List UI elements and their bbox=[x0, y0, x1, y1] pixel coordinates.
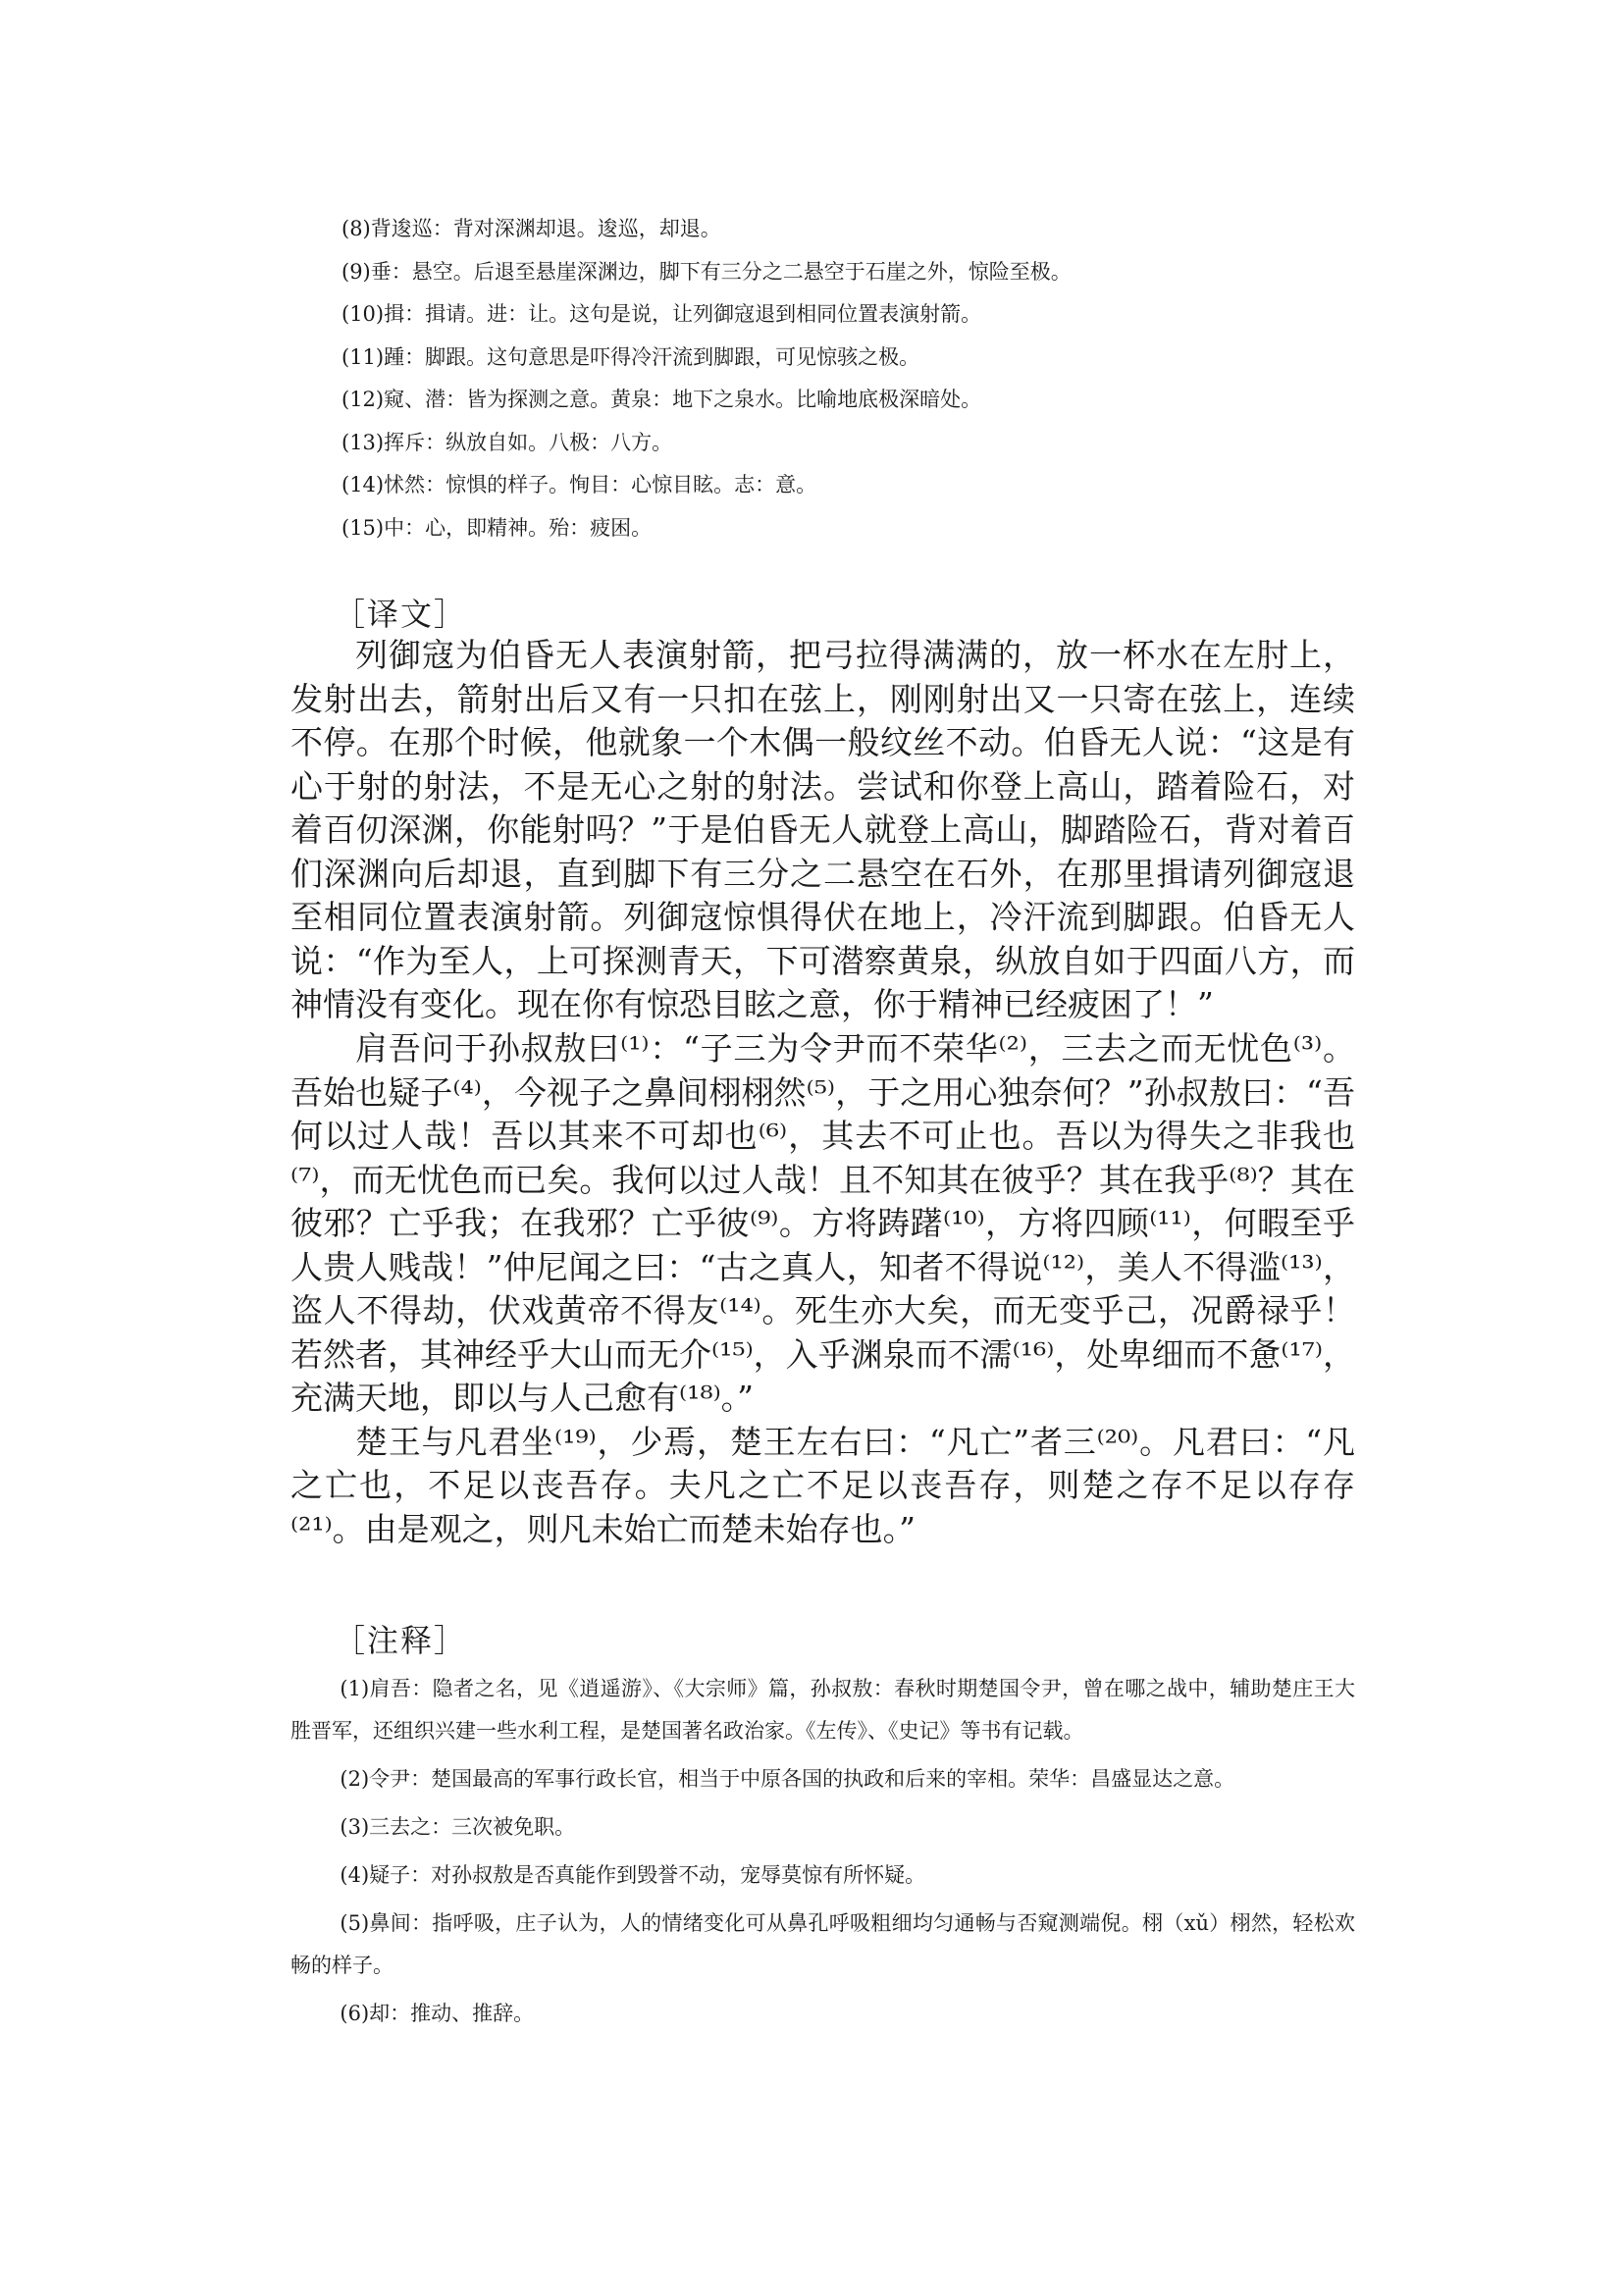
original-paragraph: 肩吾问于孙叔敖曰⁽¹⁾：“子三为令尹而不荣华⁽²⁾，三去之而无忧色⁽³⁾。吾始也疑子⁽⁴⁾，今视子之鼻间栩栩然⁽⁵⁾，于之用心独奈何？”孙叔敖曰：“吾何以过人哉！吾以其来不可却也⁽⁶⁾，其去不可止也。吾以为得失之非我也⁽⁷⁾，而无忧色而已矣。我何以过人哉！且不知其在彼乎？其在我乎⁽⁸⁾？其在彼邪？亡乎我；在我邪？亡乎彼⁽⁹⁾。方将踌躇⁽¹⁰⁾，方将四顾⁽¹¹⁾，何暇至乎人贵人贱哉！”仲尼闻之曰：“古之真人，知者不得说⁽¹²⁾，美人不得滥⁽¹³⁾，盗人不得劫，伏戏黄帝不得友⁽¹⁴⁾。死生亦大矣，而无变乎己，况爵禄乎！若然者，其神经乎大山而无介⁽¹⁵⁾，入乎渊泉而不濡⁽¹⁶⁾，处卑细而不惫⁽¹⁷⁾，充满天地，即以与人己愈有⁽¹⁸⁾。” bbox=[290, 1029, 1356, 1417]
note-item: (11)踵：脚跟。这句意思是吓得冷汗流到脚跟，可见惊骇之极。 bbox=[341, 344, 920, 369]
note-item: (6)却：推动、推辞。 bbox=[340, 2002, 535, 2025]
notes-heading: ［注释］ bbox=[334, 1622, 468, 1659]
note-item: (4)疑子：对孙叔敖是否真能作到毁誉不动，宠辱莫惊有所怀疑。 bbox=[340, 1863, 926, 1887]
note-item: (2)令尹：楚国最高的军事行政长官，相当于中原各国的执政和后来的宰相。荣华：昌盛显达之意。 bbox=[340, 1767, 1235, 1791]
translation-paragraph: 列御寇为伯昏无人表演射箭，把弓拉得满满的，放一杯水在左肘上，发射出去，箭射出后又有一只扣在弦上，刚刚射出又一只寄在弦上，连续不停。在那个时候，他就象一个木偶一般纹丝不动。伯昏无人说：“这是有心于射的射法，不是无心之射的射法。尝试和你登上高山，踏着险石，对着百仞深渊，你能射吗？”于是伯昏无人就登上高山，脚踏险石，背对着百们深渊向后却退，直到脚下有三分之二悬空在石外，在那里揖请列御寇退至相同位置表演射箭。列御寇惊惧得伏在地上，冷汗流到脚跟。伯昏无人说：“作为至人，上可探测青天，下可潜察黄泉，纵放自如于四面八方，而神情没有变化。现在你有惊恐目眩之意，你于精神已经疲困了！” bbox=[290, 636, 1355, 1023]
translation-body bbox=[290, 634, 1355, 1027]
note-item: (9)垂：悬空。后退至悬崖深渊边，脚下有三分之二悬空于石崖之外，惊险至极。 bbox=[341, 259, 1072, 284]
note-item: (13)挥斥：纵放自如。八极：八方。 bbox=[341, 430, 673, 454]
original-text-body bbox=[290, 1027, 1355, 1551]
note-item: (3)三去之：三次被免职。 bbox=[340, 1815, 576, 1839]
note-item: (10)揖：揖请。进：让。这句是说，让列御寇退到相同位置表演射箭。 bbox=[341, 302, 982, 326]
note-item: (5)鼻间：指呼吸，庄子认为，人的情绪变化可从鼻孔呼吸粗细均匀通畅与否窥测端倪。栩（xǔ）栩然，轻松欢畅的样子。 bbox=[290, 1911, 1355, 1977]
note-item: (8)背逡巡：背对深渊却退。逡巡，却退。 bbox=[341, 217, 721, 240]
translation-heading: ［译文］ bbox=[334, 596, 468, 633]
original-paragraph: 楚王与凡君坐⁽¹⁹⁾，少焉，楚王左右曰：“凡亡”者三⁽²⁰⁾。凡君曰：“凡之亡也，不足以丧吾存。夫凡之亡不足以丧吾存，则楚之存不足以存存⁽²¹⁾。由是观之，则凡未始亡而楚未始存也。” bbox=[290, 1422, 1355, 1548]
note-item: (12)窥、潜：皆为探测之意。黄泉：地下之泉水。比喻地底极深暗处。 bbox=[341, 388, 982, 411]
notes-bottom-section bbox=[290, 1668, 1355, 2041]
notes-top-section bbox=[341, 208, 1362, 549]
note-item: (1)肩吾：隐者之名，见《逍遥游》、《大宗师》篇，孙叔敖：春秋时期楚国令尹，曾在哪之战中，辅助楚庄王大胜晋军，还组织兴建一些水利工程，是楚国著名政治家。《左传》、《史记》等书有记载。 bbox=[290, 1677, 1355, 1743]
note-item: (15)中：心，即精神。殆：疲困。 bbox=[341, 515, 653, 540]
note-item: (14)怵然：惊惧的样子。恂目：心惊目眩。志：意。 bbox=[341, 473, 817, 496]
